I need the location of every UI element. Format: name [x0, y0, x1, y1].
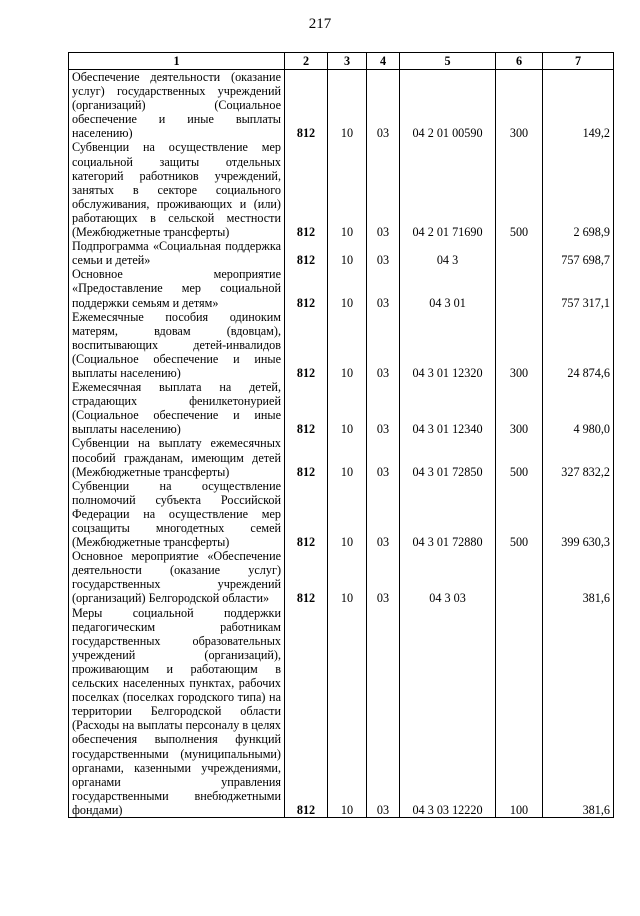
table-row — [69, 70, 614, 141]
target-article-code: 04 3 01 12320 — [400, 310, 496, 380]
subsection-code: 03 — [367, 70, 400, 141]
budget-table — [68, 52, 614, 818]
column-header-7: 7 — [543, 53, 614, 70]
ministry-code: 812 — [285, 479, 328, 549]
expense-name: Основное мероприятие «Обеспечение деятельности (оказание услуг) государственных учреждений (организаций) Белгородской области» — [69, 549, 285, 605]
ministry-code: 812 — [285, 549, 328, 605]
amount: 757 317,1 — [543, 267, 614, 309]
expense-type-code: 300 — [496, 70, 543, 141]
column-header-1: 1 — [69, 53, 285, 70]
expense-type-code: 500 — [496, 479, 543, 549]
column-header-3: 3 — [328, 53, 367, 70]
amount: 149,2 — [543, 70, 614, 141]
expense-type-code: 300 — [496, 310, 543, 380]
amount: 327 832,2 — [543, 436, 614, 478]
expense-type-code: 500 — [496, 436, 543, 478]
expense-name: Ежемесячная выплата на детей, страдающих фенилкетонурией (Социальное обеспечение и иные выплаты населению) — [69, 380, 285, 436]
table-row — [69, 239, 614, 267]
table-row — [69, 267, 614, 309]
table-row — [69, 479, 614, 549]
column-header-4: 4 — [367, 53, 400, 70]
target-article-code: 04 3 01 12340 — [400, 380, 496, 436]
expense-name: Меры социальной поддержки педагогическим работникам государственных образовательных учреждений (организаций), проживающим и работающим в сельских населенных пунктах, рабочих поселках (поселках городского типа) на территории Белгородской области (Расходы на выплаты персоналу в целях обеспечения выполнения функций государственными (муниципальными) органами, казенными учреждениями, органами управления государственными внебюджетными фондами) — [69, 606, 285, 818]
table-row — [69, 310, 614, 380]
section-code: 10 — [328, 380, 367, 436]
ministry-code: 812 — [285, 606, 328, 818]
subsection-code: 03 — [367, 436, 400, 478]
expense-type-code: 100 — [496, 606, 543, 818]
target-article-code: 04 3 01 — [400, 267, 496, 309]
expense-type-code — [496, 549, 543, 605]
expense-name: Подпрограмма «Социальная поддержка семьи и детей» — [69, 239, 285, 267]
table-row — [69, 140, 614, 239]
ministry-code: 812 — [285, 70, 328, 141]
section-code: 10 — [328, 140, 367, 239]
section-code: 10 — [328, 479, 367, 549]
ministry-code: 812 — [285, 239, 328, 267]
amount: 381,6 — [543, 549, 614, 605]
page-number: 217 — [308, 16, 332, 32]
subsection-code: 03 — [367, 479, 400, 549]
amount: 381,6 — [543, 606, 614, 818]
subsection-code: 03 — [367, 267, 400, 309]
ministry-code: 812 — [285, 267, 328, 309]
section-code: 10 — [328, 436, 367, 478]
table-header-row — [69, 53, 614, 70]
ministry-code: 812 — [285, 436, 328, 478]
target-article-code: 04 3 01 72850 — [400, 436, 496, 478]
column-header-5: 5 — [400, 53, 496, 70]
table-row — [69, 436, 614, 478]
amount: 4 980,0 — [543, 380, 614, 436]
target-article-code: 04 2 01 71690 — [400, 140, 496, 239]
expense-type-code — [496, 239, 543, 267]
column-header-2: 2 — [285, 53, 328, 70]
amount: 2 698,9 — [543, 140, 614, 239]
amount: 24 874,6 — [543, 310, 614, 380]
subsection-code: 03 — [367, 310, 400, 380]
target-article-code: 04 3 — [400, 239, 496, 267]
section-code: 10 — [328, 267, 367, 309]
expense-name: Ежемесячные пособия одиноким матерям, вдовам (вдовцам), воспитывающих детей-инвалидов (Социальное обеспечение и иные выплаты населению) — [69, 310, 285, 380]
target-article-code: 04 3 03 — [400, 549, 496, 605]
subsection-code: 03 — [367, 140, 400, 239]
ministry-code: 812 — [285, 140, 328, 239]
section-code: 10 — [328, 239, 367, 267]
expense-name: Обеспечение деятельности (оказание услуг) государственных учреждений (организаций) (Социальное обеспечение и иные выплаты населению) — [69, 70, 285, 141]
expense-name: Субвенции на выплату ежемесячных пособий гражданам, имеющим детей (Межбюджетные трансферты) — [69, 436, 285, 478]
ministry-code: 812 — [285, 380, 328, 436]
subsection-code: 03 — [367, 606, 400, 818]
ministry-code: 812 — [285, 310, 328, 380]
subsection-code: 03 — [367, 239, 400, 267]
expense-name: Субвенции на осуществление мер социальной защиты отдельных категорий работников учреждений, занятых в секторе социального обслуживания, проживающих и (или) работающих в сельской местности (Межбюджетные трансферты) — [69, 140, 285, 239]
subsection-code: 03 — [367, 380, 400, 436]
amount: 399 630,3 — [543, 479, 614, 549]
amount: 757 698,7 — [543, 239, 614, 267]
target-article-code: 04 3 03 12220 — [400, 606, 496, 818]
expense-type-code: 300 — [496, 380, 543, 436]
expense-name: Основное мероприятие «Предоставление мер социальной поддержки семьям и детям» — [69, 267, 285, 309]
table-row — [69, 606, 614, 818]
section-code: 10 — [328, 606, 367, 818]
section-code: 10 — [328, 70, 367, 141]
column-header-6: 6 — [496, 53, 543, 70]
section-code: 10 — [328, 549, 367, 605]
section-code: 10 — [328, 310, 367, 380]
target-article-code: 04 2 01 00590 — [400, 70, 496, 141]
table-row — [69, 549, 614, 605]
table-row — [69, 380, 614, 436]
expense-name: Субвенции на осуществление полномочий субъекта Российской Федерации на осуществление мер соцзащиты многодетных семей (Межбюджетные трансферты) — [69, 479, 285, 549]
expense-type-code: 500 — [496, 140, 543, 239]
target-article-code: 04 3 01 72880 — [400, 479, 496, 549]
expense-type-code — [496, 267, 543, 309]
subsection-code: 03 — [367, 549, 400, 605]
